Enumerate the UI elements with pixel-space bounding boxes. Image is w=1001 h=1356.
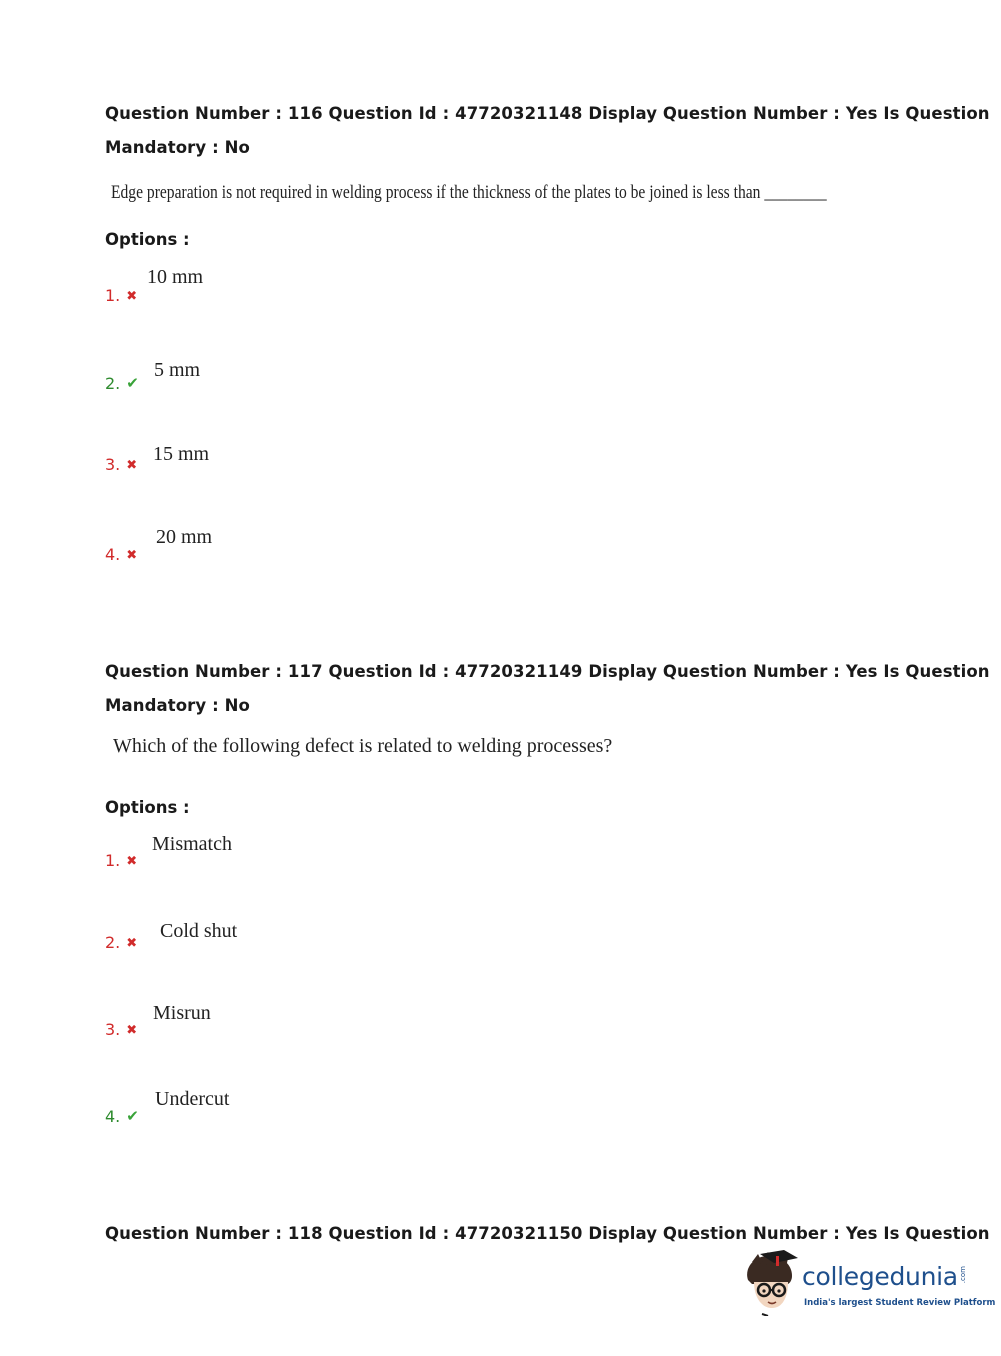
question-117-option-1-text: Mismatch (152, 833, 232, 855)
question-117-option-3-number: 3. ✖ (105, 1020, 138, 1039)
question-116-option-2-text: 5 mm (154, 359, 201, 381)
cross-icon: ✖ (126, 289, 138, 304)
question-118-meta-line1: Question Number : 118 Question Id : 47720321150 Display Question Number : Yes Is Question (105, 1224, 990, 1243)
logo-tagline: India's largest Student Review Platform (804, 1298, 996, 1308)
question-117-option-2-number: 2. ✖ (105, 933, 138, 952)
check-icon: ✔ (126, 374, 139, 392)
cross-icon: ✖ (126, 1023, 138, 1038)
mascot-icon (742, 1250, 800, 1316)
question-117-option-4-number: 4. ✔ (105, 1107, 139, 1126)
cross-icon: ✖ (126, 458, 138, 473)
cross-icon: ✖ (126, 936, 138, 951)
cross-icon: ✖ (126, 548, 138, 563)
question-116-option-4-text: 20 mm (156, 526, 213, 548)
question-116-option-2-number: 2. ✔ (105, 374, 139, 393)
question-116-meta-line2: Mandatory : No (105, 138, 250, 157)
collegedunia-logo (742, 1250, 996, 1320)
question-117-text: Which of the following defect is related to welding processes? (113, 735, 613, 757)
check-icon: ✔ (126, 1107, 139, 1125)
logo-dotcom: .com (959, 1266, 967, 1284)
question-116-option-3-text: 15 mm (153, 443, 210, 465)
question-117-meta-line2: Mandatory : No (105, 696, 250, 715)
question-116-option-3-number: 3. ✖ (105, 455, 138, 474)
cross-icon: ✖ (126, 854, 138, 869)
question-116-meta-line1: Question Number : 116 Question Id : 47720321148 Display Question Number : Yes Is Question (105, 104, 990, 123)
question-117-option-4-text: Undercut (155, 1088, 230, 1110)
question-116-options-label: Options : (105, 230, 190, 249)
question-117-meta-line1: Question Number : 117 Question Id : 47720321149 Display Question Number : Yes Is Question (105, 662, 990, 681)
question-117-option-3-text: Misrun (153, 1002, 211, 1024)
question-116-option-1-text: 10 mm (147, 266, 204, 288)
question-116-option-1-number: 1. ✖ (105, 286, 138, 305)
question-117-options-label: Options : (105, 798, 190, 817)
question-117-option-1-number: 1. ✖ (105, 851, 138, 870)
question-116-option-4-number: 4. ✖ (105, 545, 138, 564)
logo-wordmark: collegedunia (802, 1262, 958, 1291)
question-116-text: Edge preparation is not required in welding process if the thickness of the plates to be joined is less than ________ (111, 182, 827, 203)
question-117-option-2-text: Cold shut (160, 920, 238, 942)
